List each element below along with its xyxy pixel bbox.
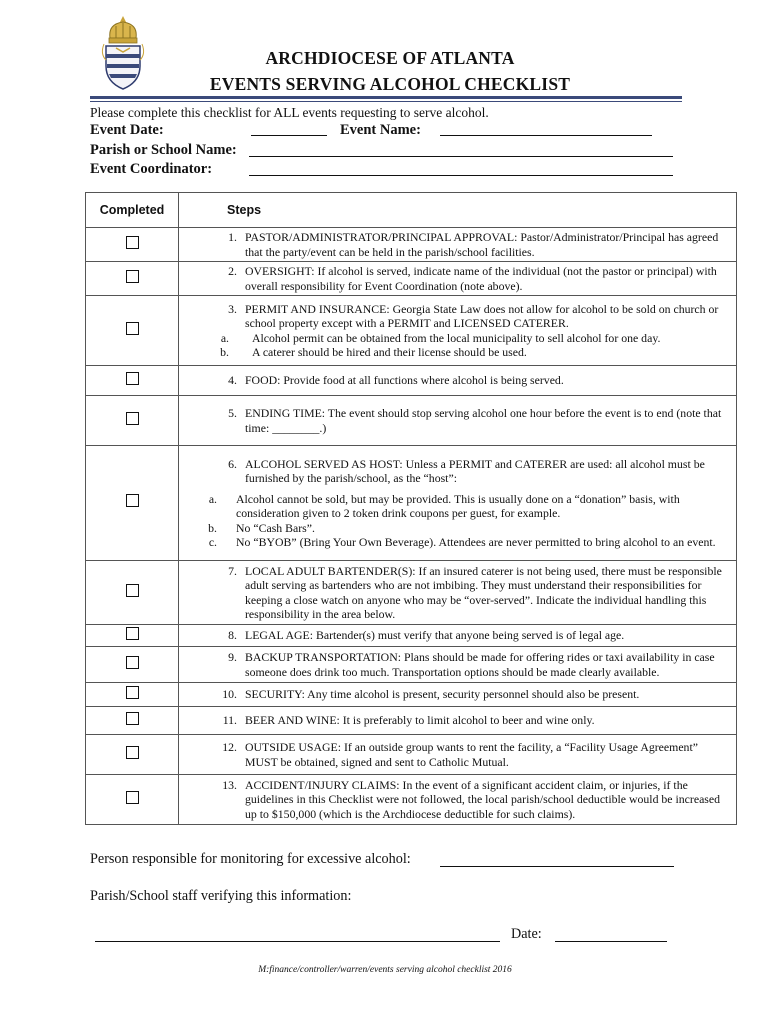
step-text: OVERSIGHT: If alcohol is served, indicate name of the individual (not the pastor or principal) with overall responsibility for Event Coordination (note above). (245, 264, 717, 293)
step-text: ENDING TIME: The event should stop serving alcohol one hour before the event is to end (note that time: ________.) (245, 406, 722, 435)
completed-header: Completed (86, 193, 179, 228)
monitor-field[interactable] (440, 866, 674, 867)
step-text: BEER AND WINE: It is preferably to limit alcohol to beer and wine only. (245, 713, 595, 728)
checkbox[interactable] (126, 236, 139, 249)
step-text: BACKUP TRANSPORTATION: Plans should be made for offering rides or taxi availability in case someone does drink too much. Transportation options should be made clearly available. (245, 650, 715, 679)
intro-text: Please complete this checklist for ALL events requesting to serve alcohol. (90, 105, 489, 120)
checkbox[interactable] (126, 494, 139, 507)
checkbox[interactable] (126, 322, 139, 335)
table-row: 10. SECURITY: Any time alcohol is present, security personnel should also be present. (86, 683, 737, 707)
table-row: 2. OVERSIGHT: If alcohol is served, indicate name of the individual (not the pastor or principal) with overall responsibility for Event Coordination (note above). (86, 262, 737, 296)
step-text: OUTSIDE USAGE: If an outside group wants to rent the facility, a “Facility Usage Agreement” MUST be obtained, signed and sent to Catholic Mutual. (245, 740, 698, 769)
coordinator-field[interactable] (249, 175, 673, 176)
event-name-label: Event Name: (340, 122, 421, 138)
step-text: ALCOHOL SERVED AS HOST: Unless a PERMIT and CATERER are used: all alcohol must be furnished by the parish/school, as the “host”: (245, 456, 705, 485)
parish-field[interactable] (249, 156, 673, 157)
checkbox[interactable] (126, 712, 139, 725)
monitor-label: Person responsible for monitoring for excessive alcohol: (90, 851, 411, 867)
verify-label: Parish/School staff verifying this information: (90, 888, 352, 904)
table-header (86, 193, 737, 228)
checkbox[interactable] (126, 372, 139, 385)
table-row: 1. PASTOR/ADMINISTRATOR/PRINCIPAL APPROVAL: Pastor/Administrator/Principal has agreed that the party/event can be held in the parish/school facilities. (86, 228, 737, 262)
step-text: FOOD: Provide food at all functions where alcohol is being served. (245, 373, 564, 388)
table-row: 9. BACKUP TRANSPORTATION: Plans should be made for offering rides or taxi availability in case someone does drink too much. Transportation options should be made clearly available. (86, 647, 737, 683)
table-row: 13. ACCIDENT/INJURY CLAIMS: In the event of a significant accident claim, or injuries, if the guidelines in this Checklist were not followed, the local parish/school deductible would be increased up to $150,000 (which is the Archdiocese deductible for such claims). (86, 775, 737, 825)
table-row: 7. LOCAL ADULT BARTENDER(S): If an insured caterer is not being used, there must be responsible adult serving as bartenders who are not imbibing. They must understand their responsibilities for keeping a close watch on anyone who may be “over-served”. Indicate the individual handling this responsibility in the area below. (86, 561, 737, 625)
table-row: 5. ENDING TIME: The event should stop serving alcohol one hour before the event is to end (note that time: ________.) (86, 396, 737, 446)
step-text: LEGAL AGE: Bartender(s) must verify that anyone being served is of legal age. (245, 628, 625, 643)
checkbox[interactable] (126, 270, 139, 283)
title-rule (90, 96, 682, 99)
date-label: Date: (511, 926, 542, 942)
table-row: 6. ALCOHOL SERVED AS HOST: Unless a PERMIT and CATERER are used: all alcohol must be furnished by the parish/school, as the “host”: a. Alcohol cannot be sold, but may be provided. This is usually done on a “donation” basis, with consideration given to 2 token drink coupons per guest, for example. b. No “Cash Bars”. c. No “BYOB” (Bring Your Own Beverage). Attendees are never permitted to bring alcohol to an event. (86, 446, 737, 561)
document-subtitle: EVENTS SERVING ALCOHOL CHECKLIST (209, 74, 571, 94)
step-text: SECURITY: Any time alcohol is present, security personnel should also be present. (245, 687, 640, 702)
table-row: 3. PERMIT AND INSURANCE: Georgia State Law does not allow for alcohol to be sold on church or school property except with a PERMIT and LICENSED CATERER. a. Alcohol permit can be obtained from the local municipality to sell alcohol for one day. b. A caterer should be hired and their license should be used. (86, 296, 737, 366)
archdiocese-crest-icon (98, 14, 148, 92)
footer-path: M:finance/controller/warren/events serving alcohol checklist 2016 (258, 965, 512, 975)
event-name-field[interactable] (440, 135, 652, 136)
date-field[interactable] (555, 941, 667, 942)
checkbox[interactable] (126, 791, 139, 804)
step-text: LOCAL ADULT BARTENDER(S): If an insured caterer is not being used, there must be responsible adult serving as bartenders who are not imbibing. They must understand their responsibilities for keeping a close watch on anyone who may be “over-served”. Indicate the individual handling this responsibility in the area below. (245, 563, 722, 621)
title-rule-thin (90, 101, 682, 102)
checkbox[interactable] (126, 656, 139, 669)
table-row: 11. BEER AND WINE: It is preferably to limit alcohol to beer and wine only. (86, 707, 737, 735)
step-text: PASTOR/ADMINISTRATOR/PRINCIPAL APPROVAL: Pastor/Administrator/Principal has agreed that the party/event can be held in the parish/school facilities. (245, 230, 719, 259)
table-row: 12. OUTSIDE USAGE: If an outside group wants to rent the facility, a “Facility Usage Agreement” MUST be obtained, signed and sent to Catholic Mutual. (86, 735, 737, 775)
parish-label: Parish or School Name: (90, 142, 237, 158)
checkbox[interactable] (126, 627, 139, 640)
coordinator-label: Event Coordinator: (90, 161, 213, 177)
step-text: PERMIT AND INSURANCE: Georgia State Law does not allow for alcohol to be sold on church or school property except with a PERMIT and LICENSED CATERER. (245, 301, 719, 330)
steps-header: Steps (179, 193, 737, 228)
step-text: ACCIDENT/INJURY CLAIMS: In the event of a significant accident claim, or injuries, if the guidelines in this Checklist were not followed, the local parish/school deductible would be increased up to $150,000 (which is the Archdiocese deductible for such claims). (245, 777, 721, 821)
checklist-table (85, 192, 737, 825)
table-row: 4. FOOD: Provide food at all functions where alcohol is being served. (86, 366, 737, 396)
event-date-label: Event Date: (90, 122, 164, 138)
checkbox[interactable] (126, 412, 139, 425)
checkbox[interactable] (126, 686, 139, 699)
signature-field[interactable] (95, 941, 500, 942)
checkbox[interactable] (126, 746, 139, 759)
event-date-field[interactable] (251, 135, 327, 136)
table-row: 8. LEGAL AGE: Bartender(s) must verify that anyone being served is of legal age. (86, 625, 737, 647)
checkbox[interactable] (126, 584, 139, 597)
document-title: ARCHDIOCESE OF ATLANTA (265, 48, 515, 68)
